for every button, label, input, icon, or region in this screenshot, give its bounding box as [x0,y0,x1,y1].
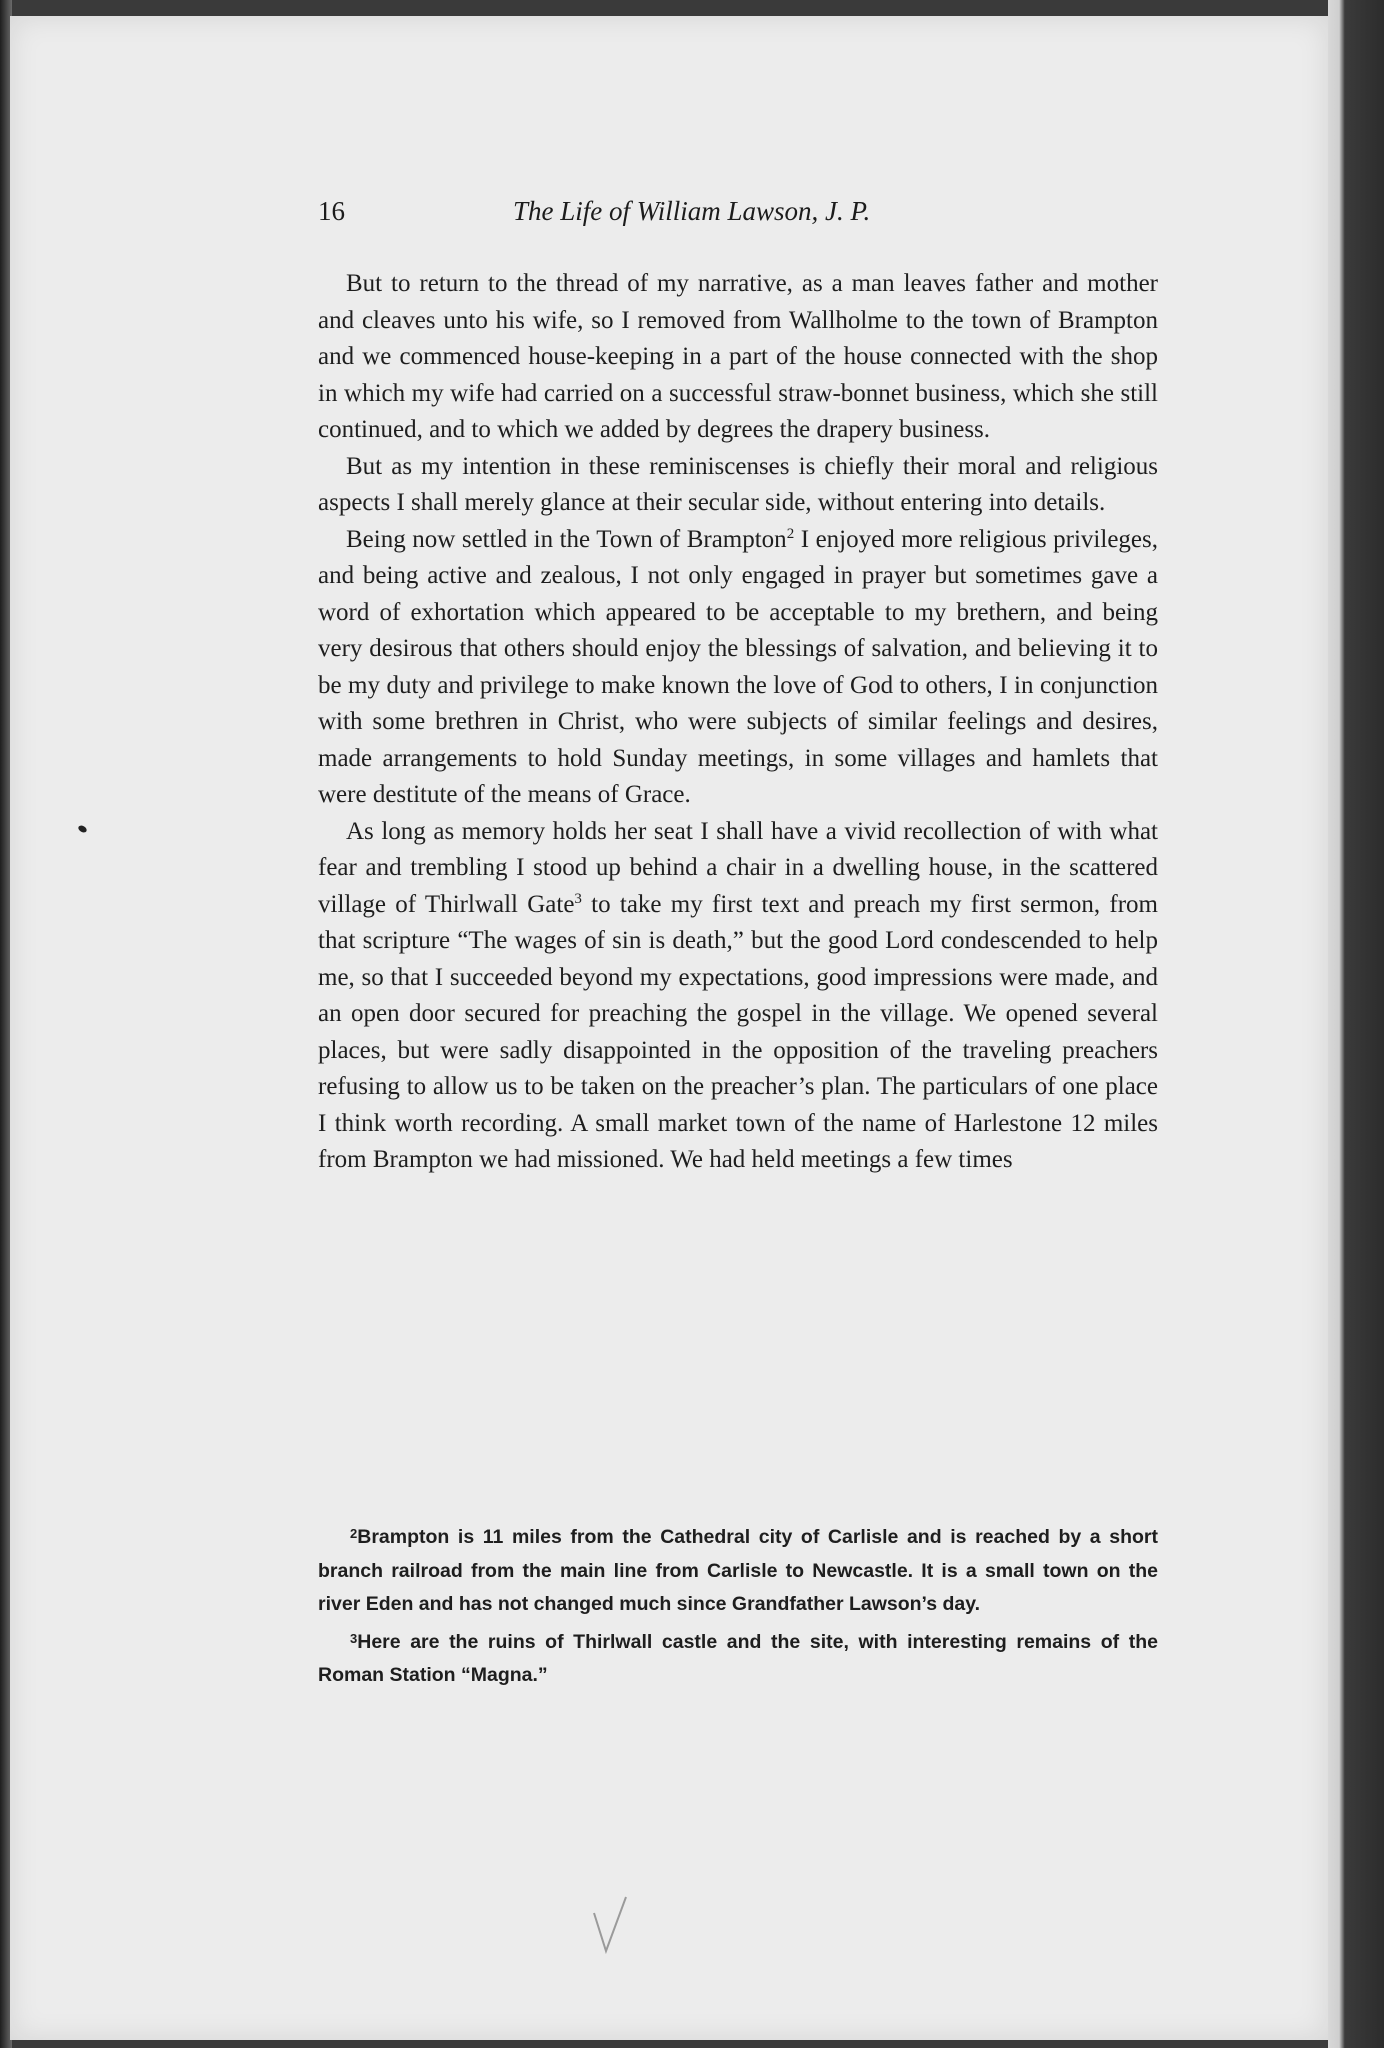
paragraph-1: But to return to the thread of my narrative, as a man leaves father and mother and cleaves unto his wife, so I removed from Wallholme to the town of Brampton and we commenced house-keeping in a part of the house connected with the shop in which my wife had carried on a successful straw-bonnet business, which she still continued, and to which we added by degrees the drapery business. [318,270,1158,443]
footnote-3-number: 3 [350,1630,358,1646]
footnote-ref-2: 2 [786,525,795,542]
paragraph-4-text-a: As long as memory holds her seat I shall have a vivid recollection of with what fear and trembling I stood up behind a chair in a dwelling house, in the scattered village of Thirlwall Gate [318,817,1158,918]
footnotes [318,1517,1158,1693]
running-title: The Life of William Lawson, J. P. [513,196,871,226]
footnote-3-text: Here are the ruins of Thirlwall castle and the site, with interesting remains of the Roman Station “Magna.” [318,1630,1158,1686]
footnote-ref-3: 3 [574,890,582,907]
paragraph-4-text-b: to take my first text and preach my first sermon, from that scripture “The wages of sin is death,” but the good Lord condescended to help me, so that I succeeded beyond my expectations, good impressions were made, and an open door secured for preaching the gospel in the village. We opened several places, but were sadly disappointed in the opposition of the traveling preachers refusing to allow us to be taken on the preacher’s plan. The particulars of one place I think worth recording. A small market town of the name of Harlestone 12 miles from Brampton we had missioned. We had held meetings a few times [318,890,1158,1173]
next-page-edge [1328,0,1384,2048]
page-number: 16 [318,196,345,226]
pencil-check-mark [590,1895,630,1955]
body-text [318,266,1158,1179]
running-head [318,196,1158,240]
paragraph-3-text-a: Being now settled in the Town of Brampton [346,525,787,553]
footnote-2-text: Brampton is 11 miles from the Cathedral city of Carlisle and is reached by a short branch railroad from the main line from Carlisle to Newcastle. It is a small town on the river Eden and has not changed much since Grandfather Lawson’s day. [318,1526,1158,1615]
paragraph-3 [318,522,1158,814]
footnote-2 [318,1517,1158,1622]
paragraph-4 [318,814,1158,1179]
footnote-2-number: 2 [350,1526,358,1541]
footnote-3 [318,1622,1158,1693]
paragraph-2: But as my intention in these reminiscenses is chiefly their moral and religious aspects I shall merely glance at their secular side, without entering into details. [318,452,1158,516]
paragraph-3-text-b: I enjoyed more religious privileges, and being active and zealous, I not only engaged in prayer but sometimes gave a word of exhortation which appeared to be acceptable to my brethern, and being very desirous that others should enjoy the blessings of salvation, and believing it to be my duty and privilege to make known the love of God to others, I in conjunction with some brethren in Christ, who were subjects of similar feelings and desires, made arrangements to hold Sunday meetings, in some villages and hamlets that were destitute of the means of Grace. [318,525,1158,808]
